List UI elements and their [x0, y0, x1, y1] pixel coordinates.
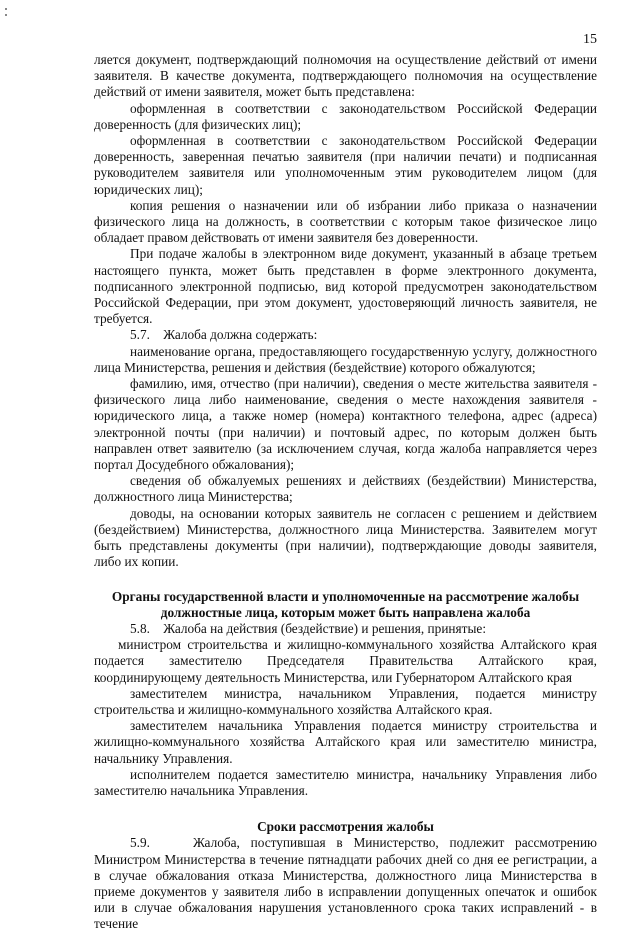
scan-margin-marks — [0, 0, 14, 905]
list-item: доводы, на основании которых заявитель не согласен с решением и действием (бездействием) Министерства, должностного лица Министерства. Заявителем могут быть представлены документы (при наличии), подтверждающие доводы заявителя, либо их копии. — [94, 505, 597, 570]
paragraph: оформленная в соответствии с законодательством Российской Федерации доверенность (для физических лиц); — [94, 100, 597, 132]
list-item: заместителем министра, начальником Управления, подается министру строительства и жилищно-коммунального хозяйства Алтайского края. — [94, 685, 597, 717]
list-item: министром строительства и жилищно-коммунального хозяйства Алтайского края подается заместителю Председателя Правительства Алтайского края, координирующему деятельность Министерства, или Губернатором Алтайского края — [94, 637, 597, 685]
section-heading: Органы государственной власти и уполномоченные на рассмотрение жалобы должностные лица, которым может быть направлена жалоба — [111, 588, 580, 620]
paragraph: ляется документ, подтверждающий полномочия на осуществление действий от имени заявителя. В качестве документа, подтверждающего полномочия на осуществление действий от имени заявителя, может быть представлена: — [94, 52, 597, 100]
section-5-7-lead: 5.7. Жалоба должна содержать: — [130, 327, 318, 343]
list-item: сведения об обжалуемых решениях и действиях (бездействии) Министерства, должностного лица Министерства; — [94, 473, 597, 505]
list-item: фамилию, имя, отчество (при наличии), сведения о месте жительства заявителя - физического лица либо наименование, сведения о месте нахождения заявителя - юридического лица, а также номер (номера) контактного телефона, адрес (адреса) электронной почты (при наличии) и почтовый адрес, по которым должен быть направлен ответ заявителю (за исключением случая, когда жалоба направляется через портал Досудебного обжалования); — [94, 376, 597, 473]
page-number: 15 — [583, 32, 597, 47]
list-item: исполнителем подается заместителю министра, начальнику Управления либо заместителю начальника Управления. — [94, 766, 597, 798]
paragraph: оформленная в соответствии с законодательством Российской Федерации доверенность, заверенная печатью заявителя (при наличии печати) и подписанная руководителем заявителя или уполномоченным этим руководителем лицом (для юридических лиц); — [94, 133, 597, 197]
section-5-9-text: 5.9. Жалоба, поступившая в Министерство, подлежит рассмотрению Министром Министерства в течение пятнадцати рабочих дней со дня ее регистрации, а в случае обжалования отказа Министерства, должностного лица Министерства в приеме документов у заявителя либо в исправлении допущенных опечаток и ошибок или в случае обжалования нарушения установленного срока таких исправлений - в течение — [94, 835, 597, 932]
paragraph: копия решения о назначении или об избрании либо приказа о назначении физического лица на должность, в соответствии с которым такое физическое лицо обладает правом действовать от имени заявителя без доверенности. — [94, 197, 597, 246]
section-5-8-lead: 5.8. Жалоба на действия (бездействие) и решения, принятые: — [130, 620, 487, 636]
section-heading: Сроки рассмотрения жалобы — [257, 819, 434, 835]
paragraph: При подаче жалобы в электронном виде документ, указанный в абзаце третьем настоящего пункта, может быть представлен в форме электронного документа, подписанного электронной подписью, вид которой предусмотрен законодательством Российской Федерации, при этом документ, удостоверяющий личность заявителя, не требуется. — [94, 246, 597, 327]
document-body — [94, 52, 597, 933]
list-item: наименование органа, предоставляющего государственную услугу, должностного лица Министерства, решения и действия (бездействие) которого обжалуются; — [94, 343, 597, 375]
list-item: заместителем начальника Управления подается министру строительства и жилищно-коммунального хозяйства Алтайского края или заместителю министра, начальнику Управления. — [94, 718, 597, 766]
